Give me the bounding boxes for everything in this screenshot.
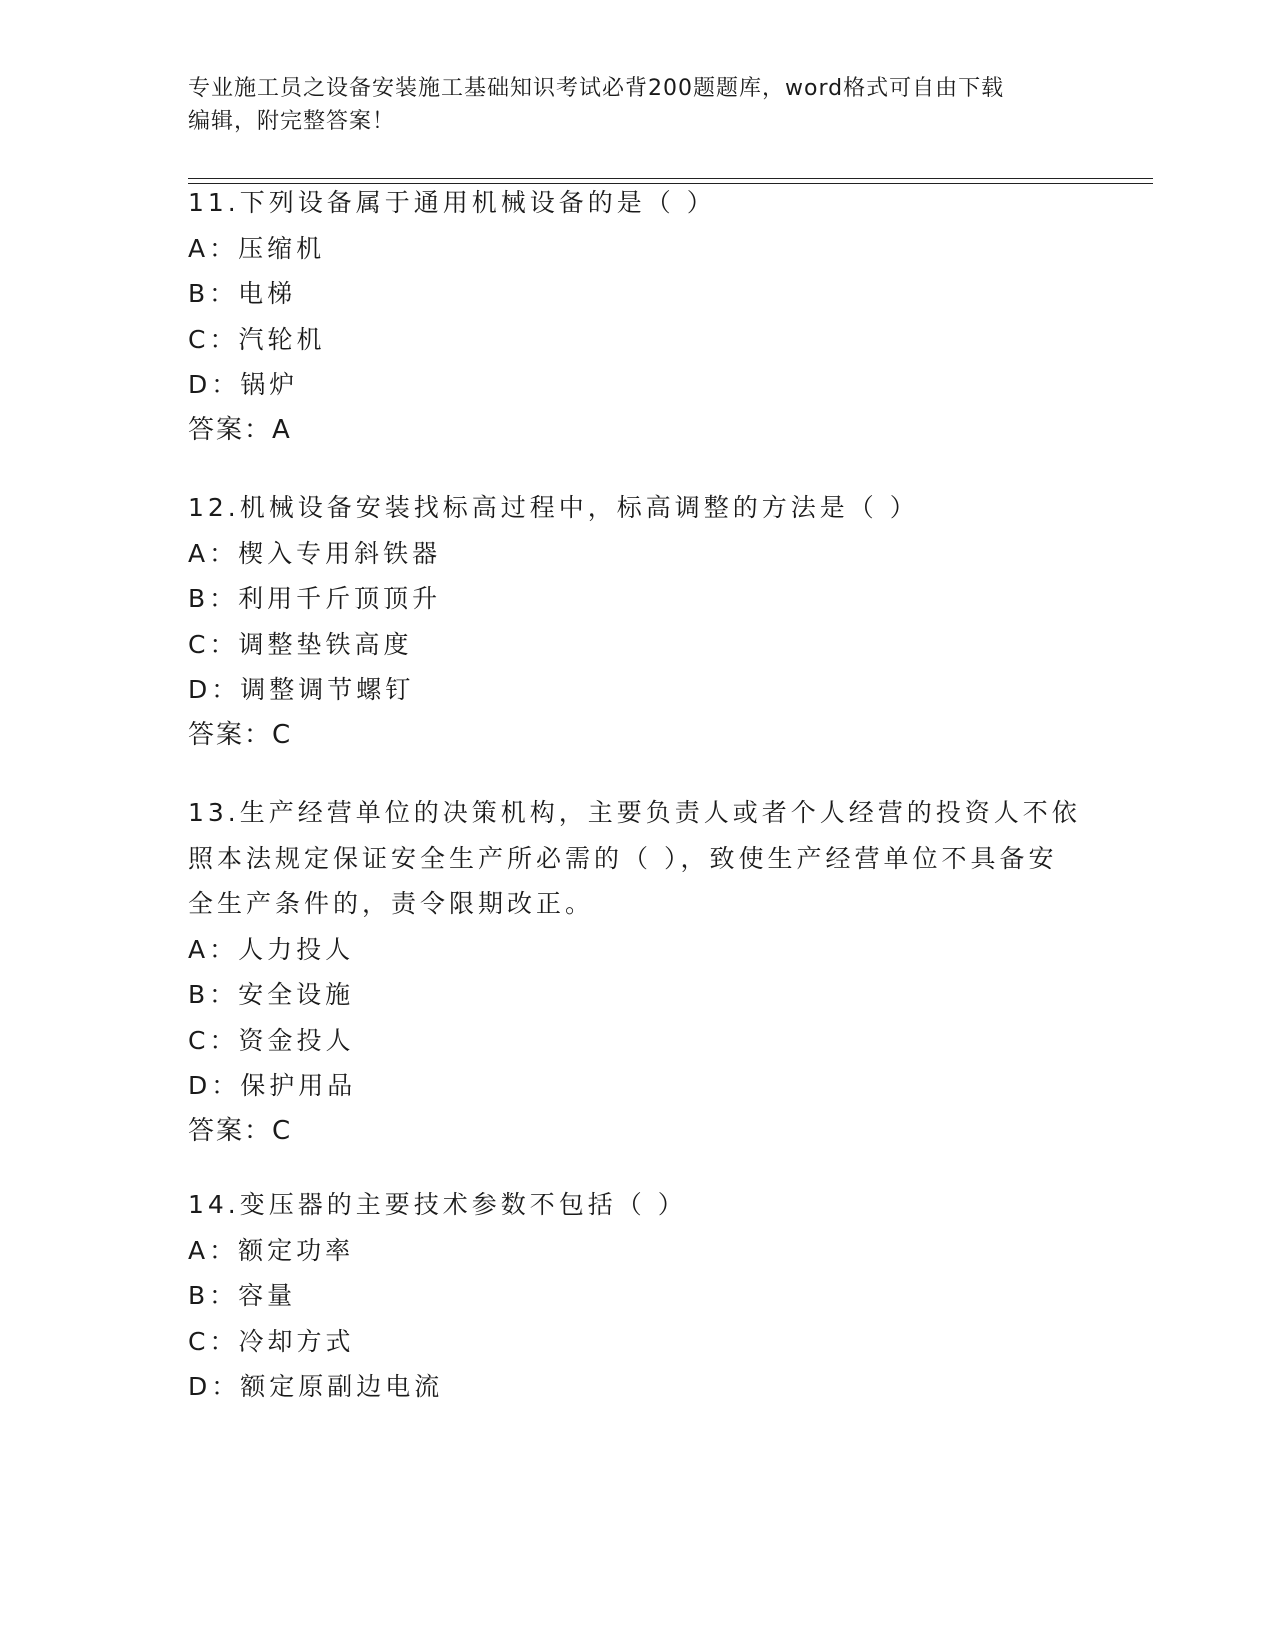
- option-a: A：额定功率: [188, 1235, 355, 1265]
- question-13: [188, 790, 1088, 1154]
- question-stem: 14.变压器的主要技术参数不包括（ ）: [188, 1190, 687, 1219]
- option-a: A：楔入专用斜铁器: [188, 538, 442, 568]
- question-12: [188, 485, 1088, 758]
- answer: 答案：A: [188, 414, 292, 445]
- option-d: D：调整调节螺钉: [188, 675, 415, 704]
- header-line-2: 编辑，附完整答案！: [188, 109, 396, 134]
- option-c: C：汽轮机: [188, 324, 326, 354]
- header-divider-top: [188, 178, 1153, 179]
- option-c: C：冷却方式: [188, 1326, 355, 1356]
- answer: 答案：C: [188, 719, 293, 750]
- option-c: C：资金投人: [188, 1025, 355, 1055]
- option-b: B：电梯: [188, 279, 297, 308]
- question-11: [188, 180, 1088, 453]
- option-b: B：利用千斤顶顶升: [188, 584, 442, 613]
- option-a: A：压缩机: [188, 233, 326, 263]
- option-d: D：额定原副边电流: [188, 1372, 444, 1401]
- question-stem-line-2: 照本法规定保证安全生产所必需的（ ），致使生产经营单位不具备安: [188, 843, 1058, 873]
- question-stem: 12.机械设备安装找标高过程中，标高调整的方法是（ ）: [188, 493, 919, 522]
- option-d: D：锅炉: [188, 370, 299, 399]
- question-stem: 11.下列设备属于通用机械设备的是（ ）: [188, 188, 716, 217]
- question-14: [188, 1182, 1088, 1410]
- option-d: D：保护用品: [188, 1071, 357, 1100]
- option-c: C：调整垫铁高度: [188, 629, 413, 659]
- option-a: A：人力投人: [188, 934, 355, 964]
- header-line-1: 专业施工员之设备安装施工基础知识考试必背200题题库，word格式可自由下载: [188, 76, 1005, 101]
- document-header: [188, 72, 1068, 138]
- answer: 答案：C: [188, 1115, 293, 1146]
- option-b: B：安全设施: [188, 980, 355, 1009]
- question-stem-line-3: 全生产条件的，责令限期改正。: [188, 889, 595, 918]
- option-b: B：容量: [188, 1281, 297, 1310]
- question-stem-line-1: 13.生产经营单位的决策机构，主要负责人或者个人经营的投资人不依: [188, 798, 1081, 827]
